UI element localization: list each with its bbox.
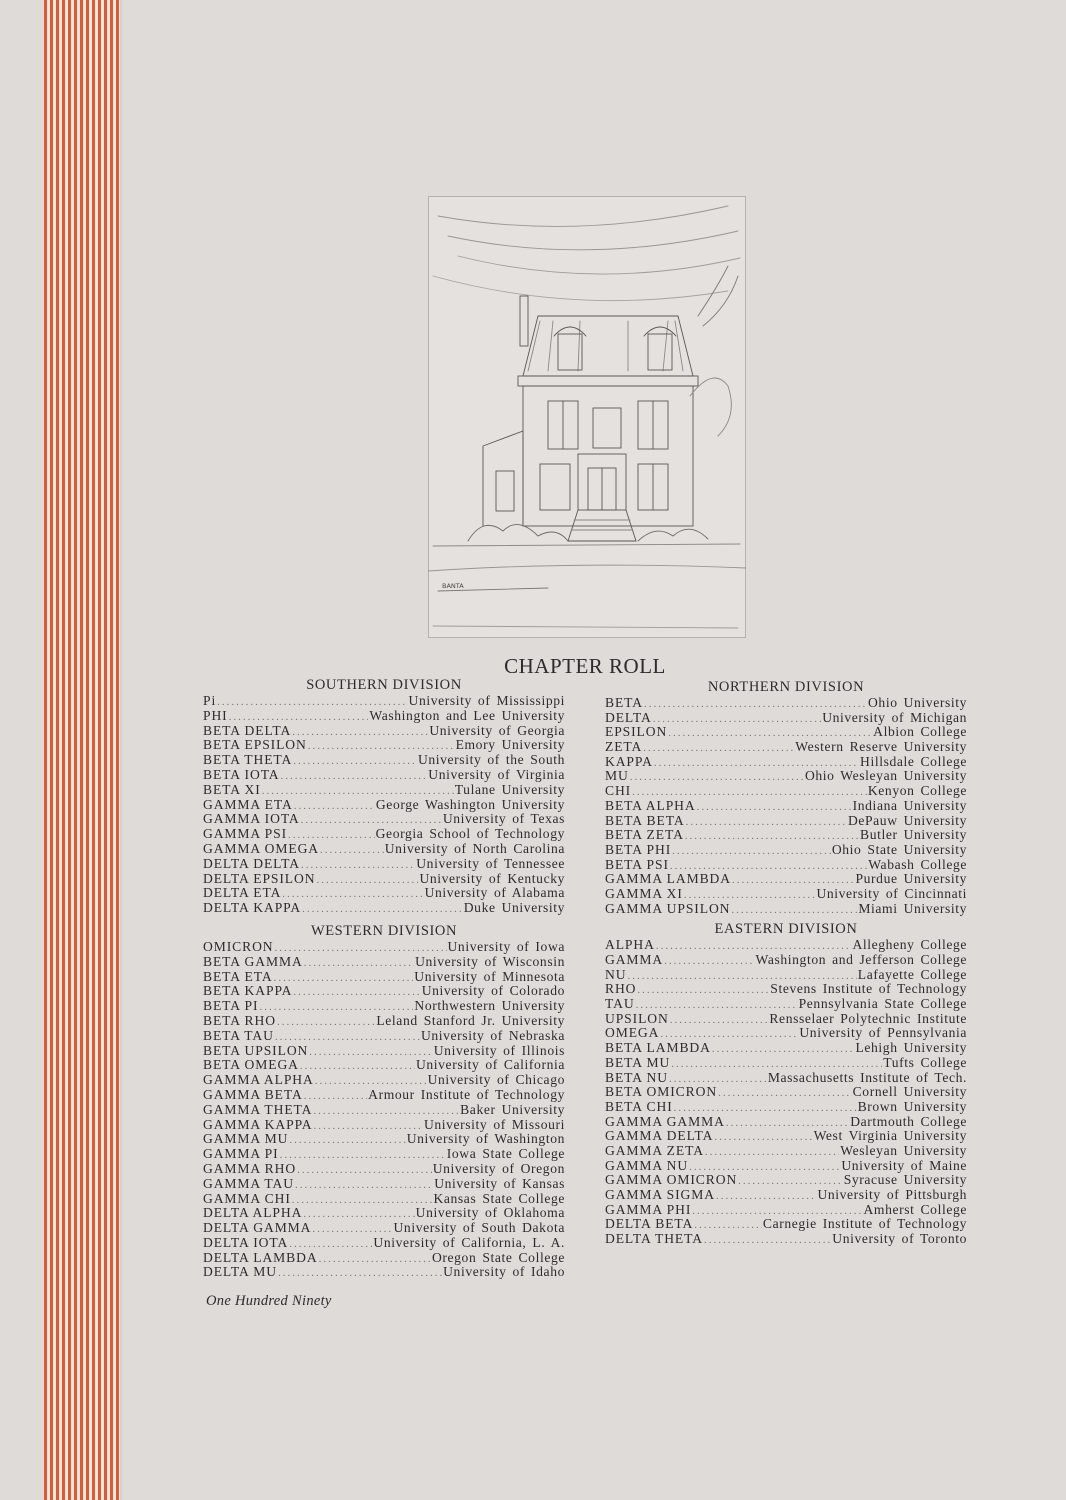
- chapter-row: [203, 783, 565, 798]
- chapter-name: BETA RHO: [203, 1012, 276, 1028]
- school-name: Miami University: [858, 900, 967, 916]
- chapter-name: GAMMA DELTA: [605, 1128, 714, 1144]
- chapter-name: GAMMA NU: [605, 1157, 689, 1173]
- northern-division-list: [605, 696, 967, 916]
- leader-dots: [704, 1233, 831, 1248]
- leader-dots: [282, 887, 423, 902]
- chapter-name: BETA PHI: [605, 841, 672, 857]
- chapter-name: GAMMA KAPPA: [203, 1116, 313, 1132]
- chapter-name: Pi: [203, 693, 217, 708]
- school-name: University of Michigan: [822, 709, 967, 725]
- chapter-row: [605, 1203, 967, 1218]
- chapter-name: OMEGA: [605, 1025, 660, 1041]
- chapter-name: GAMMA ALPHA: [203, 1072, 314, 1088]
- chapter-row: [203, 709, 565, 724]
- chapter-row: [203, 955, 565, 970]
- leader-dots: [716, 1189, 816, 1204]
- leader-dots: [302, 902, 463, 917]
- chapter-row: [203, 1265, 565, 1280]
- chapter-row: [605, 828, 967, 843]
- school-name: University of Missouri: [423, 1116, 565, 1132]
- chapter-name: DELTA KAPPA: [203, 900, 302, 916]
- school-name: University of Virginia: [428, 766, 565, 782]
- chapter-row: [203, 1162, 565, 1177]
- school-name: Albion College: [873, 724, 967, 740]
- school-name: Rensselaer Polytechnic Institute: [769, 1010, 967, 1026]
- school-name: Duke University: [463, 900, 565, 916]
- chapter-name: BETA ETA: [203, 968, 273, 984]
- eastern-division-heading: EASTERN DIVISION: [714, 921, 858, 938]
- chapter-row: [605, 938, 967, 953]
- chapter-name: GAMMA TAU: [203, 1175, 294, 1191]
- school-name: Indiana University: [852, 797, 967, 813]
- school-name: Armour Institute of Technology: [368, 1086, 565, 1102]
- chapter-row: [605, 725, 967, 740]
- chapter-row: [605, 968, 967, 983]
- school-name: Tufts College: [883, 1054, 967, 1070]
- chapter-row: [605, 814, 967, 829]
- chapter-name: BETA: [605, 695, 644, 710]
- chapter-name: BETA OMEGA: [203, 1057, 299, 1073]
- leader-dots: [274, 971, 414, 986]
- chapter-row: [203, 886, 565, 901]
- leader-dots: [694, 1218, 762, 1233]
- school-name: University of Oregon: [432, 1160, 565, 1176]
- chapter-name: GAMMA GAMMA: [605, 1113, 725, 1129]
- school-name: Tulane University: [454, 781, 565, 797]
- right-column: [605, 678, 967, 1247]
- chapter-name: GAMMA LAMBDA: [605, 871, 731, 887]
- school-name: University of Nebraska: [420, 1027, 565, 1043]
- chapter-name: GAMMA RHO: [203, 1160, 297, 1176]
- leader-dots: [664, 954, 754, 969]
- school-name: Washington and Lee University: [369, 707, 565, 723]
- school-name: Kansas State College: [433, 1190, 565, 1206]
- chapter-name: NU: [605, 966, 627, 982]
- school-name: Leland Stanford Jr. University: [376, 1012, 565, 1028]
- chapter-row: [605, 887, 967, 902]
- chapter-name: DELTA THETA: [605, 1231, 703, 1247]
- chapter-name: BETA UPSILON: [203, 1042, 309, 1058]
- school-name: University of Iowa: [447, 938, 565, 954]
- school-name: Lafayette College: [857, 966, 967, 982]
- chapter-name: BETA IOTA: [203, 766, 280, 782]
- chapter-name: GAMMA PSI: [203, 826, 288, 842]
- chapter-name: GAMMA OMICRON: [605, 1172, 738, 1188]
- leader-dots: [292, 725, 428, 740]
- chapter-row: [605, 1071, 967, 1086]
- chapter-row: [605, 1159, 967, 1174]
- school-name: Stevens Institute of Technology: [770, 981, 967, 997]
- chapter-name: GAMMA PI: [203, 1146, 279, 1162]
- southern-division-heading: SOUTHERN DIVISION: [306, 677, 462, 693]
- chapter-name: GAMMA OMEGA: [203, 840, 320, 856]
- chapter-row: [203, 842, 565, 857]
- chapter-row: [203, 724, 565, 739]
- leader-dots: [300, 1059, 415, 1074]
- school-name: Wabash College: [868, 856, 967, 872]
- chapter-name: DELTA EPSILON: [203, 870, 316, 886]
- chapter-name: EPSILON: [605, 724, 668, 740]
- chapter-name: BETA KAPPA: [203, 983, 293, 999]
- leader-dots: [705, 1145, 839, 1160]
- chapter-name: GAMMA: [605, 952, 664, 967]
- school-name: Allegheny College: [852, 937, 967, 953]
- chapter-row: [203, 738, 565, 753]
- chapter-row: [605, 902, 967, 917]
- school-name: Ohio University: [868, 695, 967, 710]
- chapter-name: RHO: [605, 981, 637, 997]
- school-name: University of California: [415, 1057, 565, 1073]
- leader-dots: [672, 844, 831, 859]
- chapter-row: [203, 940, 565, 955]
- chapter-row: [203, 1206, 565, 1221]
- chapter-name: BETA LAMBDA: [605, 1040, 711, 1056]
- chapter-name: BETA MU: [605, 1054, 671, 1070]
- chapter-name: GAMMA IOTA: [203, 811, 300, 827]
- chapter-name: DELTA LAMBDA: [203, 1249, 318, 1265]
- leader-dots: [294, 799, 375, 814]
- chapter-row: [203, 1118, 565, 1133]
- school-name: Syracuse University: [843, 1172, 967, 1188]
- chapter-name: BETA NU: [605, 1069, 668, 1085]
- school-name: University of Pittsburgh: [817, 1187, 967, 1202]
- chapter-name: BETA ALPHA: [605, 797, 696, 813]
- school-name: Wesleyan University: [840, 1142, 967, 1158]
- chapter-row: [605, 982, 967, 997]
- chapter-row: [605, 1232, 967, 1247]
- northern-division-heading: NORTHERN DIVISION: [707, 679, 865, 695]
- school-name: George Washington University: [375, 796, 565, 812]
- school-name: University of North Carolina: [384, 840, 565, 856]
- chapter-row: [605, 1026, 967, 1041]
- leader-dots: [304, 1089, 367, 1104]
- chapter-row: [203, 768, 565, 783]
- leader-dots: [278, 1266, 442, 1281]
- chapter-row: [605, 696, 967, 711]
- school-name: University of Pennsylvania: [799, 1025, 967, 1041]
- school-name: University of Minnesota: [414, 968, 565, 984]
- chapter-row: [605, 1041, 967, 1056]
- chapter-name: OMICRON: [203, 938, 274, 954]
- chapter-name: BETA THETA: [203, 752, 293, 768]
- leader-dots: [718, 1086, 852, 1101]
- chapter-row: [203, 694, 565, 709]
- school-name: Massachusetts Institute of Tech.: [767, 1069, 967, 1085]
- school-name: University of Illinois: [433, 1042, 565, 1058]
- chapter-name: GAMMA UPSILON: [605, 900, 731, 916]
- school-name: Iowa State College: [446, 1146, 565, 1162]
- eastern-division-list: [605, 938, 967, 1246]
- chapter-row: [605, 769, 967, 784]
- leader-dots: [292, 1193, 433, 1208]
- chapter-row: [605, 1173, 967, 1188]
- chapter-row: [203, 1177, 565, 1192]
- chapter-name: GAMMA BETA: [203, 1086, 303, 1102]
- leader-dots: [697, 800, 852, 815]
- chapter-name: GAMMA CHI: [203, 1190, 291, 1206]
- chapter-row: [605, 799, 967, 814]
- chapter-row: [203, 1088, 565, 1103]
- southern-division-list: [203, 694, 565, 916]
- leader-dots: [643, 741, 794, 756]
- school-name: University of Kansas: [434, 1175, 565, 1191]
- school-name: Carnegie Institute of Technology: [762, 1216, 967, 1232]
- leader-dots: [686, 815, 847, 830]
- school-name: University of Alabama: [424, 885, 565, 901]
- school-name: Ohio State University: [831, 841, 967, 857]
- school-name: Lehigh University: [855, 1040, 967, 1056]
- school-name: University of Chicago: [427, 1072, 565, 1088]
- school-name: University of Kentucky: [419, 870, 565, 886]
- chapter-name: BETA TAU: [203, 1027, 274, 1043]
- school-name: University of Tennessee: [416, 855, 565, 871]
- chapter-name: PHI: [203, 707, 228, 723]
- chapter-name: DELTA ETA: [203, 885, 282, 901]
- left-column: [203, 676, 565, 1280]
- chapter-row: [203, 827, 565, 842]
- school-name: University of Idaho: [443, 1264, 565, 1280]
- chapter-name: BETA GAMMA: [203, 953, 303, 969]
- chapter-row: [605, 953, 967, 968]
- chapter-house-sketch: [428, 196, 746, 638]
- leader-dots: [630, 770, 804, 785]
- chapter-row: [605, 711, 967, 726]
- chapter-row: [605, 755, 967, 770]
- western-division-list: [203, 940, 565, 1280]
- chapter-row: [203, 1251, 565, 1266]
- school-name: Western Reserve University: [795, 739, 967, 755]
- school-name: University of Toronto: [832, 1231, 967, 1247]
- school-name: University of Texas: [442, 811, 565, 827]
- school-name: University of South Dakota: [393, 1220, 565, 1236]
- western-division-heading: WESTERN DIVISION: [310, 922, 458, 939]
- chapter-name: BETA EPSILON: [203, 737, 307, 753]
- school-name: Ohio Wesleyan University: [804, 768, 967, 784]
- school-name: Washington and Jefferson College: [755, 952, 967, 967]
- school-name: Northwestern University: [414, 998, 565, 1014]
- chapter-row: [605, 1012, 967, 1027]
- leader-dots: [281, 769, 428, 784]
- leader-dots: [320, 843, 384, 858]
- chapter-name: GAMMA PHI: [605, 1201, 692, 1217]
- chapter-name: DELTA MU: [203, 1264, 277, 1280]
- chapter-name: DELTA IOTA: [203, 1234, 289, 1250]
- chapter-name: ZETA: [605, 739, 643, 755]
- leader-dots: [319, 1252, 431, 1267]
- leader-dots: [301, 858, 415, 873]
- chapter-name: BETA PSI: [605, 856, 669, 872]
- chapter-name: UPSILON: [605, 1010, 669, 1026]
- chapter-name: DELTA ALPHA: [203, 1205, 303, 1221]
- chapter-row: [203, 1221, 565, 1236]
- leader-dots: [316, 873, 418, 888]
- chapter-name: DELTA BETA: [605, 1216, 694, 1232]
- chapter-row: [605, 1085, 967, 1100]
- chapter-row: [203, 1147, 565, 1162]
- chapter-row: [605, 1188, 967, 1203]
- chapter-row: [605, 1217, 967, 1232]
- school-name: Oregon State College: [431, 1249, 565, 1265]
- school-name: Cornell University: [852, 1084, 967, 1100]
- leader-dots: [293, 985, 420, 1000]
- chapter-row: [203, 1058, 565, 1073]
- chapter-name: BETA BETA: [605, 812, 685, 828]
- chapter-row: [605, 1100, 967, 1115]
- decorative-stripe-band: [44, 0, 120, 1500]
- school-name: Butler University: [860, 827, 967, 843]
- chapter-row: [203, 1192, 565, 1207]
- chapter-row: [203, 1132, 565, 1147]
- page-title: CHAPTER ROLL: [504, 654, 666, 678]
- chapter-name: BETA CHI: [605, 1098, 673, 1114]
- chapter-row: [605, 1056, 967, 1071]
- school-name: Purdue University: [855, 871, 967, 887]
- chapter-row: [605, 784, 967, 799]
- school-name: University of Colorado: [421, 983, 565, 999]
- leader-dots: [297, 1163, 432, 1178]
- school-name: University of Wisconsin: [415, 953, 565, 969]
- chapter-name: ALPHA: [605, 937, 655, 953]
- chapter-name: BETA DELTA: [203, 722, 292, 738]
- chapter-row: [203, 901, 565, 916]
- leader-dots: [637, 983, 769, 998]
- school-name: University of Mississippi: [408, 693, 565, 708]
- chapter-name: GAMMA ETA: [203, 796, 293, 812]
- chapter-row: [203, 1044, 565, 1059]
- leader-dots: [289, 1133, 405, 1148]
- chapter-name: DELTA DELTA: [203, 855, 300, 871]
- school-name: University of the South: [417, 752, 565, 768]
- leader-dots: [309, 1045, 433, 1060]
- chapter-row: [605, 858, 967, 873]
- school-name: University of Oklahoma: [415, 1205, 565, 1221]
- chapter-name: CHI: [605, 783, 632, 799]
- chapter-row: [203, 857, 565, 872]
- school-name: Amherst College: [863, 1201, 967, 1217]
- chapter-name: DELTA: [605, 709, 652, 725]
- chapter-row: [203, 1073, 565, 1088]
- school-name: Pennsylvania State College: [798, 996, 967, 1012]
- chapter-row: [203, 999, 565, 1014]
- school-name: Baker University: [460, 1101, 565, 1117]
- chapter-name: DELTA GAMMA: [203, 1220, 312, 1236]
- chapter-row: [203, 1029, 565, 1044]
- leader-dots: [277, 1015, 375, 1030]
- school-name: University of Washington: [406, 1131, 565, 1147]
- chapter-name: MU: [605, 768, 629, 784]
- school-name: University of Maine: [841, 1157, 967, 1173]
- chapter-row: [203, 984, 565, 999]
- leader-dots: [714, 1130, 812, 1145]
- page-folio: One Hundred Ninety: [206, 1293, 332, 1309]
- chapter-row: [605, 843, 967, 858]
- school-name: DePauw University: [847, 812, 967, 828]
- chapter-name: GAMMA ZETA: [605, 1142, 704, 1158]
- chapter-name: GAMMA THETA: [203, 1101, 313, 1117]
- leader-dots: [304, 956, 414, 971]
- school-name: University of California, L. A.: [373, 1234, 565, 1250]
- chapter-name: GAMMA SIGMA: [605, 1187, 715, 1202]
- leader-dots: [280, 1148, 446, 1163]
- leader-dots: [712, 1042, 855, 1057]
- chapter-row: [203, 872, 565, 887]
- chapter-name: BETA XI: [203, 781, 261, 797]
- chapter-row: [203, 1014, 565, 1029]
- chapter-row: [605, 1129, 967, 1144]
- school-name: West Virginia University: [813, 1128, 967, 1144]
- school-name: Hillsdale College: [860, 753, 967, 769]
- chapter-row: [203, 970, 565, 985]
- leader-dots: [653, 712, 821, 727]
- leader-dots: [295, 1178, 433, 1193]
- chapter-name: KAPPA: [605, 753, 653, 769]
- school-name: Emory University: [455, 737, 565, 753]
- leader-dots: [670, 1013, 769, 1028]
- chapter-name: GAMMA XI: [605, 885, 683, 901]
- chapter-name: BETA ZETA: [605, 827, 684, 843]
- chapter-row: [605, 1144, 967, 1159]
- leader-dots: [293, 754, 417, 769]
- chapter-row: [203, 798, 565, 813]
- sketch-signature: BANTA: [442, 582, 464, 590]
- chapter-name: BETA PI: [203, 998, 259, 1014]
- chapter-row: [203, 1236, 565, 1251]
- chapter-row: [203, 812, 565, 827]
- chapter-name: TAU: [605, 996, 635, 1012]
- school-name: Georgia School of Technology: [375, 826, 565, 842]
- chapter-row: [605, 1115, 967, 1130]
- chapter-row: [203, 1103, 565, 1118]
- school-name: Kenyon College: [867, 783, 967, 799]
- school-name: Brown University: [857, 1098, 967, 1114]
- chapter-row: [203, 753, 565, 768]
- chapter-name: BETA OMICRON: [605, 1084, 718, 1100]
- school-name: University of Georgia: [429, 722, 565, 738]
- chapter-name: GAMMA MU: [203, 1131, 289, 1147]
- school-name: University of Cincinnati: [816, 885, 967, 901]
- leader-dots: [731, 903, 857, 918]
- chapter-row: [605, 740, 967, 755]
- school-name: Dartmouth College: [850, 1113, 967, 1129]
- chapter-row: [605, 997, 967, 1012]
- chapter-row: [605, 872, 967, 887]
